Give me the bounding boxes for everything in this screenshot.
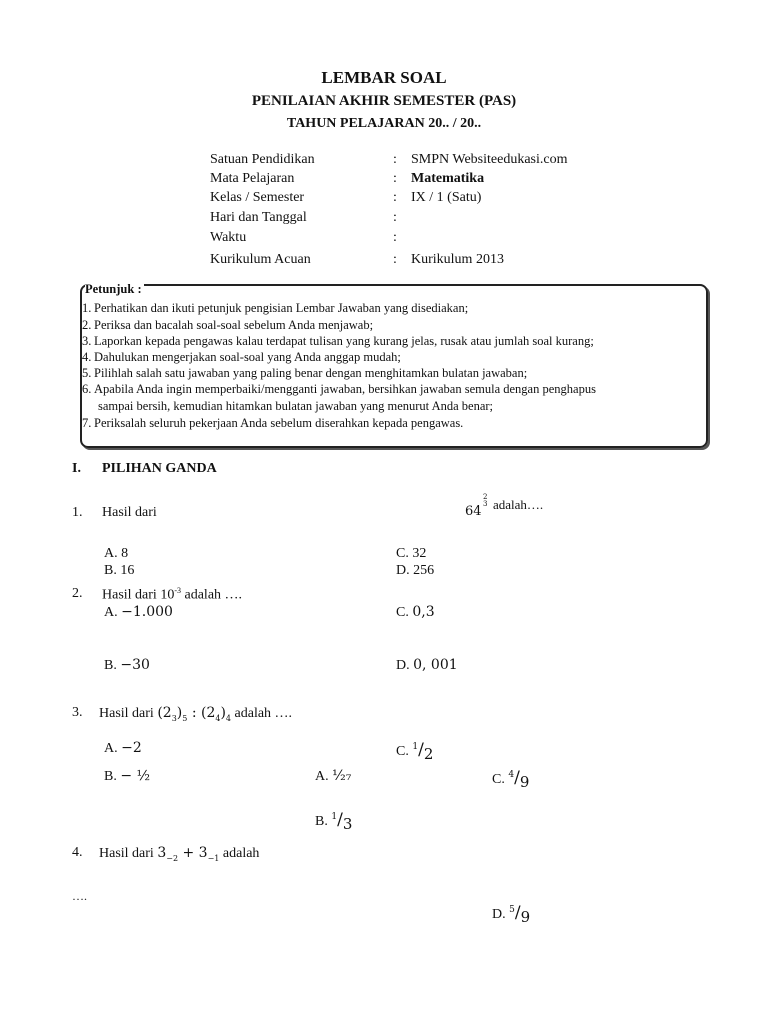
instruction-item: 6. Apabila Anda ingin memperbaiki/mengganti jawaban, bersihkan jawaban semula dengan penghapus: [82, 382, 596, 396]
doc-year: TAHUN PELAJARAN 20.. / 20..: [286, 116, 482, 131]
q4-dots: ….: [72, 889, 87, 903]
q1-number: 1.: [72, 505, 83, 520]
q1-exponent: 2 3: [483, 493, 488, 508]
info-colon: :: [393, 171, 397, 186]
q2-option-b[interactable]: B. −30: [104, 657, 150, 673]
instruction-item: sampai bersih, kemudian hitamkan bulatan jawaban yang menurut Anda benar;: [98, 399, 494, 413]
q1-option-d[interactable]: D. 256: [396, 563, 435, 578]
info-key: Mata Pelajaran: [210, 171, 295, 186]
q3-option-b[interactable]: B. − ½: [104, 768, 151, 784]
q3-option-a2[interactable]: A. ⅟₂₇: [315, 768, 352, 784]
q3-option-b2[interactable]: B. $^1$/3: [315, 810, 353, 833]
q3-option-c2[interactable]: C. $^4$/9: [492, 768, 530, 791]
info-colon: :: [393, 252, 397, 267]
instructions-box: [80, 284, 708, 448]
q3-option-c[interactable]: C. $^1$/2: [396, 740, 434, 763]
q1-option-a[interactable]: A. 8: [104, 546, 129, 561]
info-key: Satuan Pendidikan: [210, 152, 315, 167]
q1-option-c[interactable]: C. 32: [396, 546, 427, 561]
q2-text: Hasil dari $10^{-3}$ adalah ….: [102, 586, 243, 603]
q4-number: 4.: [72, 845, 83, 860]
info-value: SMPN Websiteedukasi.com: [411, 152, 568, 167]
info-value: Matematika: [411, 171, 485, 186]
instructions-title: Petunjuk :: [85, 282, 142, 296]
instruction-item: 4. Dahulukan mengerjakan soal-soal yang Anda anggap mudah;: [82, 350, 401, 364]
q3-number: 3.: [72, 705, 83, 720]
instruction-item: 7. Periksalah seluruh pekerjaan Anda sebelum diserahkan kepada pengawas.: [82, 416, 464, 430]
q2-option-d[interactable]: D. 0, 001: [396, 657, 458, 673]
q3-option-a[interactable]: A. −2: [104, 740, 142, 756]
q1-suffix: adalah….: [493, 497, 544, 512]
q1-text: Hasil dari: [102, 505, 157, 520]
q1-base: 64: [465, 504, 482, 519]
info-colon: :: [393, 190, 397, 205]
info-key: Hari dan Tanggal: [210, 210, 307, 225]
instruction-item: 5. Pilihlah salah satu jawaban yang paling benar dengan menghitamkan bulatan jawaban;: [82, 366, 528, 380]
section-number: I.: [72, 461, 81, 476]
info-colon: :: [393, 152, 397, 167]
q3-text: Hasil dari $(2_3)_5$ : $(2_4)_4$ adalah ….: [99, 705, 293, 723]
instruction-item: 2. Periksa dan bacalah soal-soal sebelum Anda menjawab;: [82, 318, 374, 332]
q2-option-c[interactable]: C. 0,3: [396, 604, 435, 620]
instruction-item: 1. Perhatikan dan ikuti petunjuk pengisian Lembar Jawaban yang disediakan;: [82, 301, 469, 315]
doc-subtitle: PENILAIAN AKHIR SEMESTER (PAS): [251, 93, 517, 109]
doc-title: LEMBAR SOAL: [321, 68, 447, 87]
q2-number: 2.: [72, 586, 83, 601]
q4-option-d[interactable]: D. $^5$/9: [492, 903, 531, 926]
info-key: Kelas / Semester: [210, 190, 305, 205]
info-key: Waktu: [210, 230, 247, 245]
q4-text: Hasil dari $3_{-2} + 3_{-1}$ adalah: [99, 845, 260, 863]
info-colon: :: [393, 210, 397, 225]
q1-option-b[interactable]: B. 16: [104, 563, 135, 578]
info-value: Kurikulum 2013: [411, 252, 504, 267]
info-colon: :: [393, 230, 397, 245]
info-value: IX / 1 (Satu): [411, 190, 482, 205]
section-title: PILIHAN GANDA: [102, 461, 217, 476]
q2-option-a[interactable]: A. −1.000: [104, 604, 173, 620]
info-key: Kurikulum Acuan: [210, 252, 311, 267]
instruction-item: 3. Laporkan kepada pengawas kalau terdapat tulisan yang kurang jelas, rusak atau jumlah soal kurang;: [82, 334, 594, 348]
